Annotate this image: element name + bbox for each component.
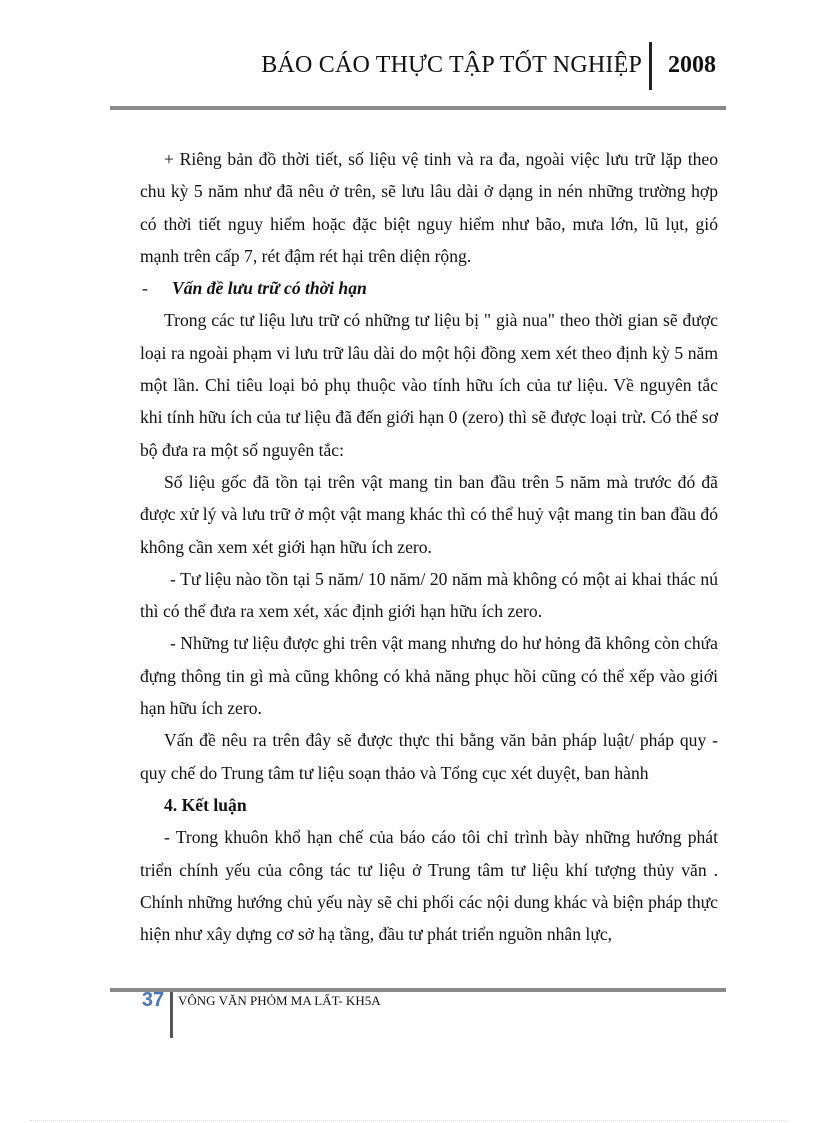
header-separator bbox=[649, 42, 652, 90]
paragraph-aging-records: Trong các tư liệu lưu trữ có những tư liệu bị " già nua" theo thời gian sẽ được loại ra ngoài phạm vi lưu trữ lâu dài do một hội đồng xem xét theo định kỳ 5 năm một lần. Chỉ tiêu loại bỏ phụ thuộc vào tính hữu ích của tư liệu. Về nguyên tắc khi tính hữu ích của tư liệu đã đến giới hạn 0 (zero) thì sẽ được loại trừ. Có thể sơ bộ đưa ra một số nguyên tắc: bbox=[140, 310, 718, 460]
page-bottom-dotted-line bbox=[30, 1120, 786, 1121]
paragraph-unused-records: - Tư liệu nào tồn tại 5 năm/ 10 năm/ 20 năm mà không có một ai khai thác nú thì có thể đưa ra xem xét, xác định giới hạn hữu ích zero. bbox=[140, 568, 718, 622]
paragraph-legal-documents: Vấn đề nêu ra trên đây sẽ được thực thi bằng văn bản pháp luật/ pháp quy - quy chế do Trung tâm tư liệu soạn thảo và Tổng cục xét duyệt, ban hành bbox=[140, 730, 718, 783]
report-year: 2008 bbox=[668, 52, 716, 78]
paragraph-conclusion: - Trong khuôn khổ hạn chế của báo cáo tôi chỉ trình bày những hướng phát triển chính yếu của công tác tư liệu ở Trung tâm tư liệu khí tượng thủy văn . Chính những hướng chủ yếu này sẽ chi phối các nội dung khác và biện pháp thực hiện như xây dựng cơ sở hạ tầng, đầu tư phát triển nguồn nhân lực, bbox=[140, 827, 718, 945]
paragraph-weather-maps: + Riêng bản đồ thời tiết, số liệu vệ tinh và ra đa, ngoài việc lưu trữ lặp theo chu kỳ 5 năm như đã nêu ở trên, sẽ lưu lâu dài ở dạng in nén những trường hợp có thời tiết nguy hiểm hoặc đặc biệt nguy hiểm như bão, mưa lớn, lũ lụt, gió mạnh trên cấp 7, rét đậm rét hại trên diện rộng. bbox=[140, 149, 718, 266]
report-title: BÁO CÁO THỰC TẬP TỐT NGHIỆP bbox=[261, 52, 642, 78]
header-rule bbox=[110, 106, 726, 110]
page-header bbox=[110, 42, 726, 90]
page-number: 37 bbox=[141, 989, 165, 1011]
paragraph-original-data: Số liệu gốc đã tồn tại trên vật mang tin ban đầu trên 5 năm mà trước đó đã được xử lý và lưu trữ ở một vật mang khác thì có thể huỷ vật mang tin ban đầu đó không cần xem xét giới hạn hữu ích zero. bbox=[140, 471, 718, 557]
footer-rule bbox=[110, 988, 726, 992]
subheading-text: Vấn đề lưu trữ có thời hạn bbox=[172, 278, 367, 299]
subheading bbox=[140, 272, 718, 304]
paragraph-damaged-records: - Những tư liệu được ghi trên vật mang nhưng do hư hỏng đã không còn chứa đựng thông tin gì mà cũng không có khả năng phục hồi cũng có thể xếp vào giới hạn hữu ích zero. bbox=[140, 633, 718, 719]
subheading-dash: - bbox=[142, 278, 148, 299]
footer-separator bbox=[170, 992, 173, 1038]
section-heading-conclusion: 4. Kết luận bbox=[164, 794, 247, 815]
footer-author: VÔNG VĂN PHỎM MA LẤT- KH5A bbox=[178, 993, 381, 1008]
page-body bbox=[140, 143, 718, 950]
